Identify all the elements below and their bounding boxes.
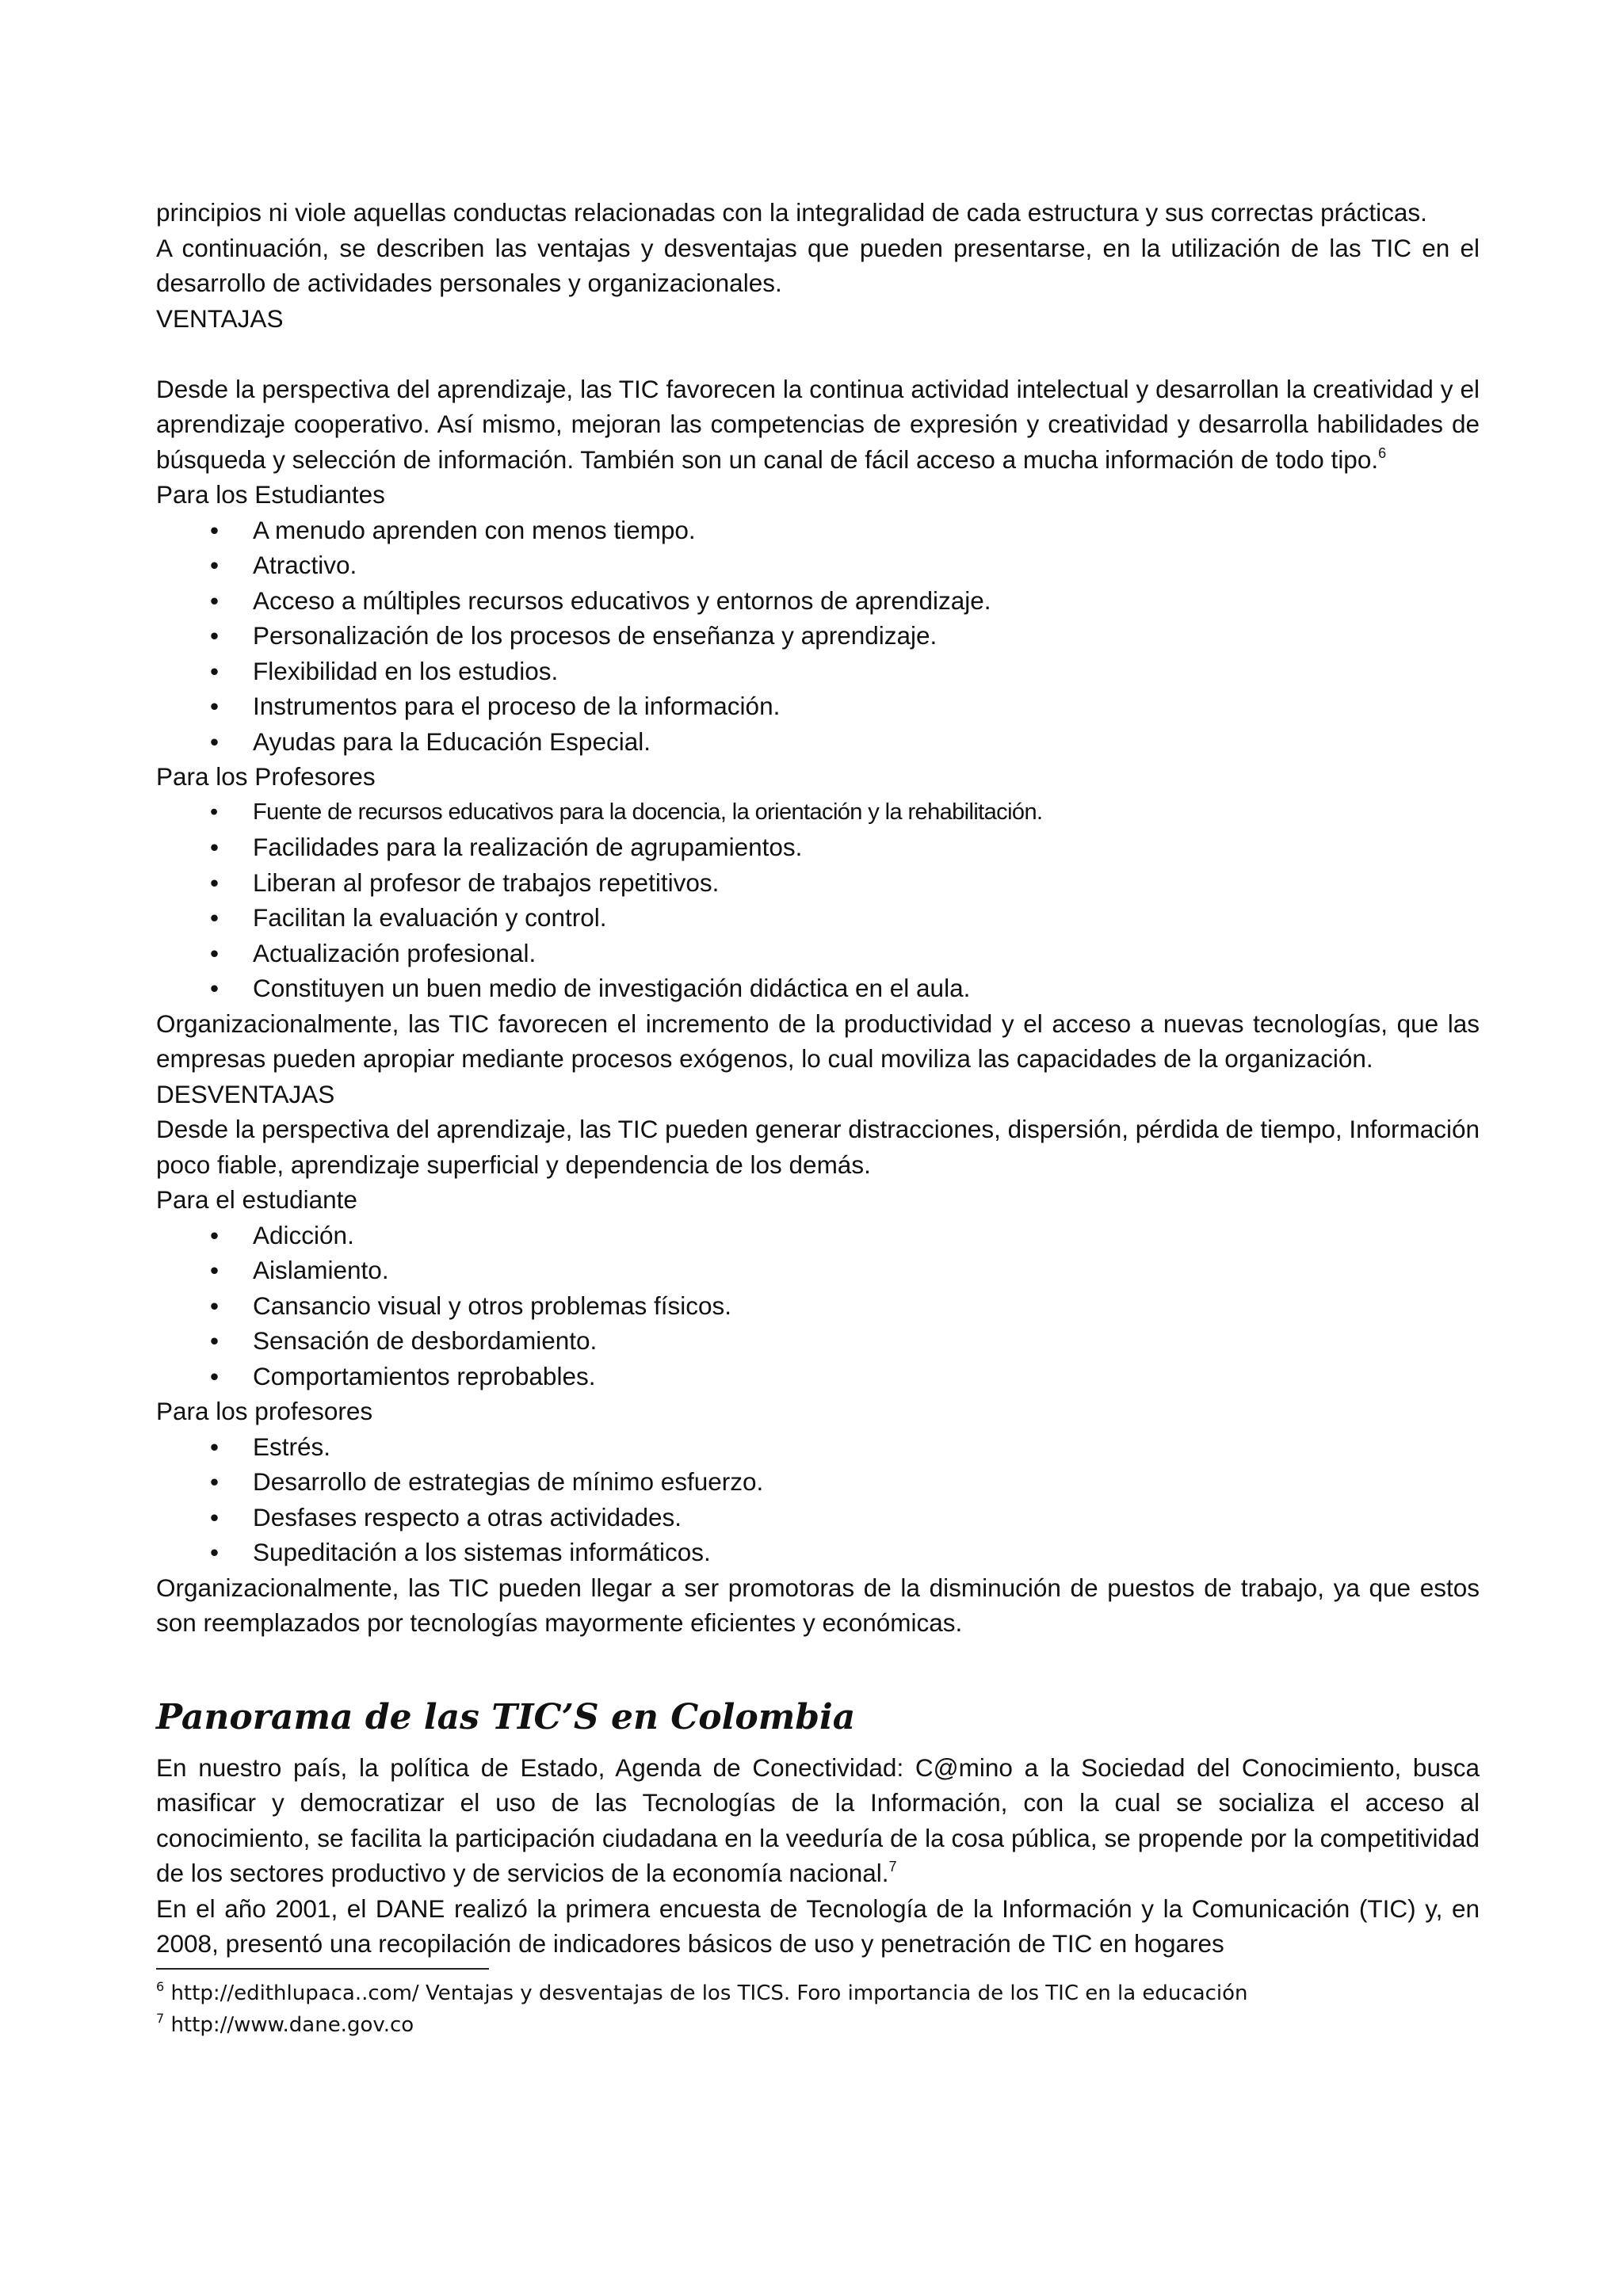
paragraph-3: [156, 372, 1480, 478]
list-item: [156, 1464, 1480, 1500]
list-item: [156, 1288, 1480, 1324]
bullet-icon: •: [210, 1361, 220, 1390]
list-item: [156, 688, 1480, 724]
footnote-7: [156, 2009, 1480, 2041]
bullet-icon: •: [210, 1291, 220, 1320]
list-item-text: Instrumentos para el proceso de la información.: [253, 692, 781, 720]
paragraph-7: [156, 1750, 1480, 1891]
list-item: [156, 1323, 1480, 1359]
paragraph-3-text: Desde la perspectiva del aprendizaje, las TIC favorecen la continua actividad intelectual y desarrollan la creatividad y el aprendizaje cooperativo. Así mismo, mejoran las competencias de expresión y creatividad y desarrolla habilidades de búsqueda y selección de información. También son un canal de fácil acceso a mucha información de todo tipo.: [156, 374, 1480, 474]
bullet-icon: •: [210, 551, 220, 579]
list-item: [156, 1359, 1480, 1394]
list-item: [156, 513, 1480, 548]
list-item: [156, 900, 1480, 936]
teachers-label: Para los Profesores: [156, 762, 376, 791]
list-item: [156, 583, 1480, 619]
list-item-text: Atractivo.: [253, 551, 357, 579]
section-title: Panorama de las TIC’S en Colombia: [156, 1696, 856, 1737]
list-item: [156, 971, 1480, 1006]
paragraph-4: Organizacionalmente, las TIC favorecen el incremento de la productividad y el acceso a nuevas tecnologías, que las empresas pueden apropiar mediante procesos exógenos, lo cual moviliza las capacidades de la organización.: [156, 1009, 1480, 1073]
list-item-text: Flexibilidad en los estudios.: [253, 656, 559, 685]
bullet-icon: •: [210, 1220, 220, 1249]
list-item: [156, 830, 1480, 865]
desventajas-heading: DESVENTAJAS: [156, 1079, 335, 1108]
bullet-icon: •: [210, 692, 220, 720]
bullet-icon: •: [210, 799, 218, 825]
list-item-text: A menudo aprenden con menos tiempo.: [253, 515, 696, 544]
list-item-text: Fuente de recursos educativos para la docencia, la orientación y la rehabilitación.: [253, 799, 1043, 825]
footnote-7-text[interactable]: http://www.dane.gov.co: [170, 2012, 414, 2037]
paragraph-1: principios ni viole aquellas conductas relacionadas con la integralidad de cada estructura y sus correctas prácticas.: [156, 198, 1427, 227]
bullet-icon: •: [210, 903, 220, 932]
student-disadvantages-list: [156, 1218, 1480, 1394]
blank-line: [156, 336, 1480, 372]
list-item: [156, 936, 1480, 971]
paragraph-7-text: En nuestro país, la política de Estado, Agenda de Conectividad: C@mino a la Sociedad del Conocimiento, busca masificar y democratizar el uso de las Tecnologías de la Información, con la cual se socializa el acceso al conocimiento, se facilita la participación ciudadana en la veeduría de la cosa pública, se propende por la competitividad de los sectores productivo y de servicios de la economía nacional.: [156, 1753, 1480, 1887]
list-item: [156, 865, 1480, 901]
bullet-icon: •: [210, 727, 220, 756]
bullet-icon: •: [210, 1432, 220, 1461]
bullet-icon: •: [210, 1256, 220, 1284]
footnote-ref-7[interactable]: 7: [888, 1859, 897, 1875]
list-item: [156, 724, 1480, 760]
list-item-text: Supeditación a los sistemas informáticos.: [253, 1538, 711, 1566]
list-item: [156, 1500, 1480, 1535]
bullet-icon: •: [210, 656, 220, 685]
footnote-7-number: 7: [156, 2010, 165, 2026]
list-item: [156, 1535, 1480, 1570]
footnote-separator: [156, 1968, 489, 1970]
list-item-text: Desarrollo de estrategias de mínimo esfuerzo.: [253, 1467, 764, 1496]
paragraph-6: Organizacionalmente, las TIC pueden llegar a ser promotoras de la disminución de puestos de trabajo, ya que estos son reemplazados por tecnologías mayormente eficientes y económicas.: [156, 1573, 1480, 1637]
bullet-icon: •: [210, 515, 220, 544]
bullet-icon: •: [210, 1467, 220, 1496]
student-label: Para el estudiante: [156, 1185, 357, 1214]
bullet-icon: •: [210, 1502, 220, 1531]
profs-disadvantages-list: [156, 1429, 1480, 1570]
list-item-text: Aislamiento.: [253, 1256, 389, 1284]
list-item-text: Constituyen un buen medio de investigación didáctica en el aula.: [253, 974, 971, 1002]
bullet-icon: •: [210, 868, 220, 897]
bullet-icon: •: [210, 1326, 220, 1355]
list-item-text: Estrés.: [253, 1432, 331, 1461]
page-content: [156, 195, 1480, 2041]
list-item-text: Liberan al profesor de trabajos repetitivos.: [253, 868, 720, 897]
bullet-icon: •: [210, 974, 220, 1002]
bullet-icon: •: [210, 621, 220, 650]
list-item-text: Ayudas para la Educación Especial.: [253, 727, 651, 756]
list-item-text: Cansancio visual y otros problemas físicos.: [253, 1291, 732, 1320]
bullet-icon: •: [210, 585, 220, 615]
footnote-6-number: 6: [156, 1978, 165, 1994]
list-item: [156, 1253, 1480, 1288]
section-spacer: [156, 1641, 1480, 1695]
footnote-6: [156, 1978, 1480, 2009]
list-item-text: Adicción.: [253, 1220, 354, 1249]
list-item: [156, 547, 1480, 583]
students-list: [156, 513, 1480, 760]
teachers-list: [156, 795, 1480, 1006]
footnote-ref-6[interactable]: 6: [1378, 444, 1387, 461]
profs-label: Para los profesores: [156, 1397, 373, 1425]
ventajas-heading: VENTAJAS: [156, 303, 284, 333]
bullet-icon: •: [210, 1538, 220, 1566]
list-item-text: Facilitan la evaluación y control.: [253, 903, 607, 932]
paragraph-2: A continuación, se describen las ventajas y desventajas que pueden presentarse, en la utilización de las TIC en el desarrollo de actividades personales y organizacionales.: [156, 233, 1480, 297]
bullet-icon: •: [210, 938, 220, 967]
list-item: [156, 1218, 1480, 1253]
list-item-text: Comportamientos reprobables.: [253, 1361, 596, 1390]
paragraph-8: En el año 2001, el DANE realizó la primera encuesta de Tecnología de la Información y la Comunicación (TIC) y, en 2008, presentó una recopilación de indicadores básicos de uso y penetración de TIC en hogares: [156, 1894, 1480, 1958]
list-item-text: Actualización profesional.: [253, 938, 537, 967]
footnote-6-text[interactable]: http://edithlupaca..com/ Ventajas y desventajas de los TICS. Foro importancia de los TIC en la educación: [170, 1981, 1248, 2005]
students-label: Para los Estudiantes: [156, 480, 385, 509]
list-item: [156, 618, 1480, 654]
paragraph-5: Desde la perspectiva del aprendizaje, las TIC pueden generar distracciones, dispersión, pérdida de tiempo, Información poco fiable, aprendizaje superficial y dependencia de los demás.: [156, 1115, 1480, 1179]
list-item: [156, 795, 1480, 830]
list-item-text: Facilidades para la realización de agrupamientos.: [253, 833, 803, 861]
list-item-text: Personalización de los procesos de enseñanza y aprendizaje.: [253, 621, 938, 650]
list-item-text: Acceso a múltiples recursos educativos y entornos de aprendizaje.: [253, 585, 991, 615]
list-item-text: Sensación de desbordamiento.: [253, 1326, 598, 1355]
list-item-text: Desfases respecto a otras actividades.: [253, 1502, 682, 1531]
list-item: [156, 1429, 1480, 1465]
bullet-icon: •: [210, 833, 220, 861]
list-item: [156, 654, 1480, 689]
